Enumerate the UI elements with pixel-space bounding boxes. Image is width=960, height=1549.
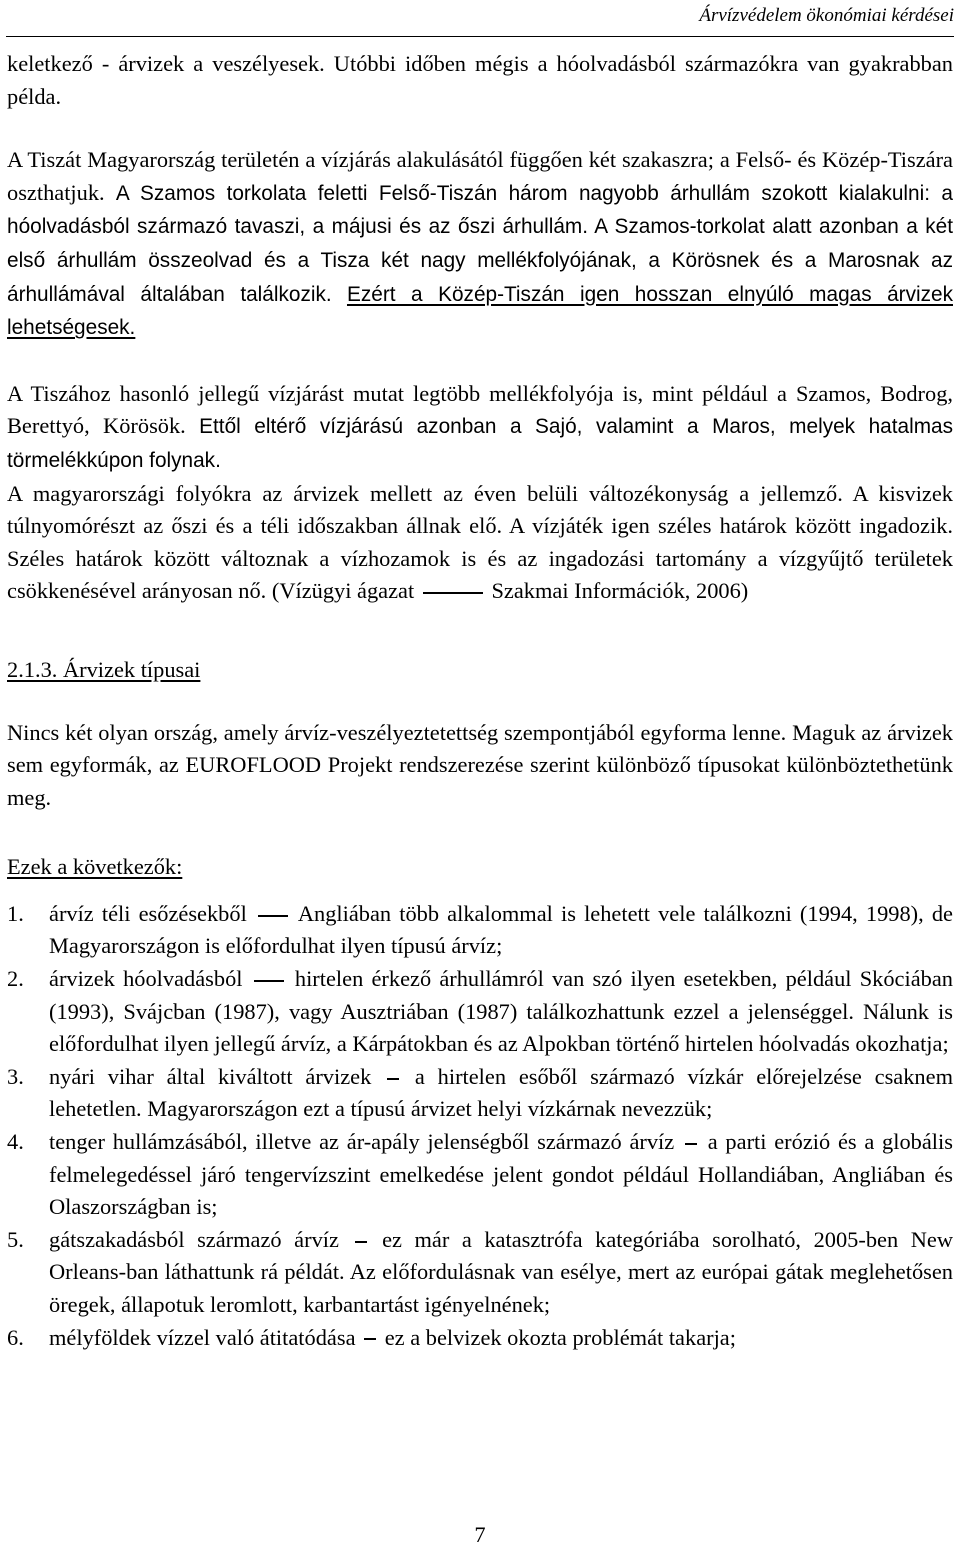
paragraph-tisza-emphasis: Ezért a Közép-Tiszán igen hosszan elnyúló magas árvizek lehetségesek. <box>7 282 953 340</box>
list-item-text <box>49 963 953 1061</box>
header-rule <box>6 36 954 37</box>
list-item-number: 2. <box>7 966 24 992</box>
list-item <box>7 1224 953 1322</box>
list-item-number: 4. <box>7 1129 24 1155</box>
paragraph-tributaries-b: Ettől eltérő vízjárású azonban a Sajó, valamint a Maros, melyek hatalmas törmelékkúpon folynak. <box>7 415 953 472</box>
list-item-body: Angliában több alkalommal is lehetett vele találkozni (1994, 1998), de Magyarországon is előfordulhat ilyen típusú árvíz; <box>49 900 953 959</box>
page-body <box>7 48 953 1354</box>
list-item-body: hirtelen érkező árhullámról van szó ilyen esetekben, például Skóciában (1993), Svájcban (1987), vagy Ausztriában (1987) találkozhattunk ezzel a jelenséggel. Nálunk is előfordulhat ilyen jellegű árvíz, a Kárpátokban és az Alpokban történő hirtelen hóolvadás okozhatja; <box>49 966 953 1057</box>
list-item-number: 3. <box>7 1063 24 1089</box>
list-item-lead: nyári vihar által kiváltott árvizek <box>49 1063 372 1089</box>
section-heading: 2.1.3. Árvizek típusai <box>7 656 201 682</box>
running-header-title: Árvízvédelem ökonómiai kérdései <box>699 5 954 26</box>
page-number: 7 <box>474 1522 486 1547</box>
paragraph-variability-source: Szakmai Információk, 2006) <box>491 578 749 604</box>
list-item <box>7 1126 953 1224</box>
list-item-text <box>49 1224 953 1322</box>
paragraph-variability-text: A magyarországi folyókra az árvizek mellett az éven belüli változékonyság a jellemző. A kisvizek túlnyomórészt az őszi és a téli időszakban állnak elő. A vízjáték igen széles határok között ingadozik. Széles határok között változnak a vízhozamok is és az ingadozási tartomány a vízgyűjtő területek csökkenésével arányosan nő. (Vízügyi ágazat <box>7 480 953 604</box>
paragraph-tisza-intro: A Tiszát Magyarország területén a vízjárás alakulásától függően két szakaszra; a Felső- és Közép-Tiszára oszthatjuk. <box>7 147 953 205</box>
list-item-number: 6. <box>7 1324 24 1350</box>
list-item-body: ez a belvizek okozta problémát takarja; <box>384 1324 736 1350</box>
list-item-lead: árvíz téli esőzésekből <box>49 900 247 926</box>
paragraph-tisza-sections <box>7 144 953 345</box>
list-item-lead: tenger hullámzásából, illetve az ár-apály jelenségből származó árvíz <box>49 1129 675 1155</box>
paragraph-tisza-floodwaves: A Szamos torkolata feletti Felső-Tiszán három nagyobb árhullám szokott kialakulni: a hóolvadásból származó tavaszi, a májusi és az őszi árhullám. A Szamos-torkolat alatt azonban a két első árhullám összeolvad és a Tisza két nagy mellékfolyójának, a Körösnek és a Marosnak az árhullámával általában találkozik. <box>7 181 953 306</box>
list-intro-label: Ezek a következők: <box>7 854 183 880</box>
paragraph-tributaries-a: A Tiszához hasonló jellegű vízjárást mutat legtöbb mellékfolyója is, mint például a Szamos, Bodrog, Berettyó, Körösök. <box>7 380 953 439</box>
dash-separator <box>387 1078 399 1080</box>
list-item-text <box>49 1126 953 1224</box>
dash-separator <box>258 915 288 917</box>
dash-separator <box>685 1143 697 1145</box>
list-item-number: 5. <box>7 1226 24 1252</box>
paragraph-flood-types-intro: Nincs két olyan ország, amely árvíz-veszélyeztetettség szempontjából egyforma lenne. Maguk az árvizek sem egyformák, az EUROFLOOD Projekt rendszerezése szerint különböző típusokat különböztethetünk meg. <box>7 719 953 810</box>
dash-separator <box>364 1338 376 1340</box>
dash-separator <box>355 1241 367 1243</box>
paragraph-variability <box>7 478 953 608</box>
dash-separator <box>423 592 483 594</box>
list-intro <box>7 851 953 884</box>
list-item <box>7 898 953 963</box>
list-item-body: a parti erózió és a globális felmelegedéssel járó tengervízszint emelkedése jelent gondot például Hollandiában, Angliában és Olaszországban is; <box>49 1129 953 1220</box>
list-item <box>7 1322 953 1355</box>
list-item-body: ez már a katasztrófa kategóriába sorolható, 2005-ben New Orleans-ban láthattunk rá példát. Az előfordulásnak van esélye, mert az európai gátak meglehetősen öregek, állapotuk leromlott, karbantartást igényelnének; <box>49 1226 953 1317</box>
paragraph-continuation: keletkező - árvizek a veszélyesek. Utóbbi időben mégis a hóolvadásból származókra van gyakrabban példa. <box>7 51 953 109</box>
list-item-lead: árvizek hóolvadásból <box>49 966 243 992</box>
list-item-text <box>49 1322 953 1355</box>
list-item <box>7 963 953 1061</box>
flood-types-list <box>7 898 953 1354</box>
list-item <box>7 1061 953 1126</box>
list-item-body: a hirtelen esőből származó vízkár előrejelzése csaknem lehetetlen. Magyarországon ezt a típusú árvizet helyi vízkárnak nevezzük; <box>49 1063 953 1122</box>
list-item-number: 1. <box>7 900 24 926</box>
list-item-lead: mélyföldek vízzel való átitatódása <box>49 1324 356 1350</box>
list-item-lead: gátszakadásból származó árvíz <box>49 1226 339 1252</box>
paragraph-tributaries <box>7 378 953 478</box>
dash-separator <box>254 980 284 982</box>
list-item-text <box>49 898 953 963</box>
list-item-text <box>49 1061 953 1126</box>
